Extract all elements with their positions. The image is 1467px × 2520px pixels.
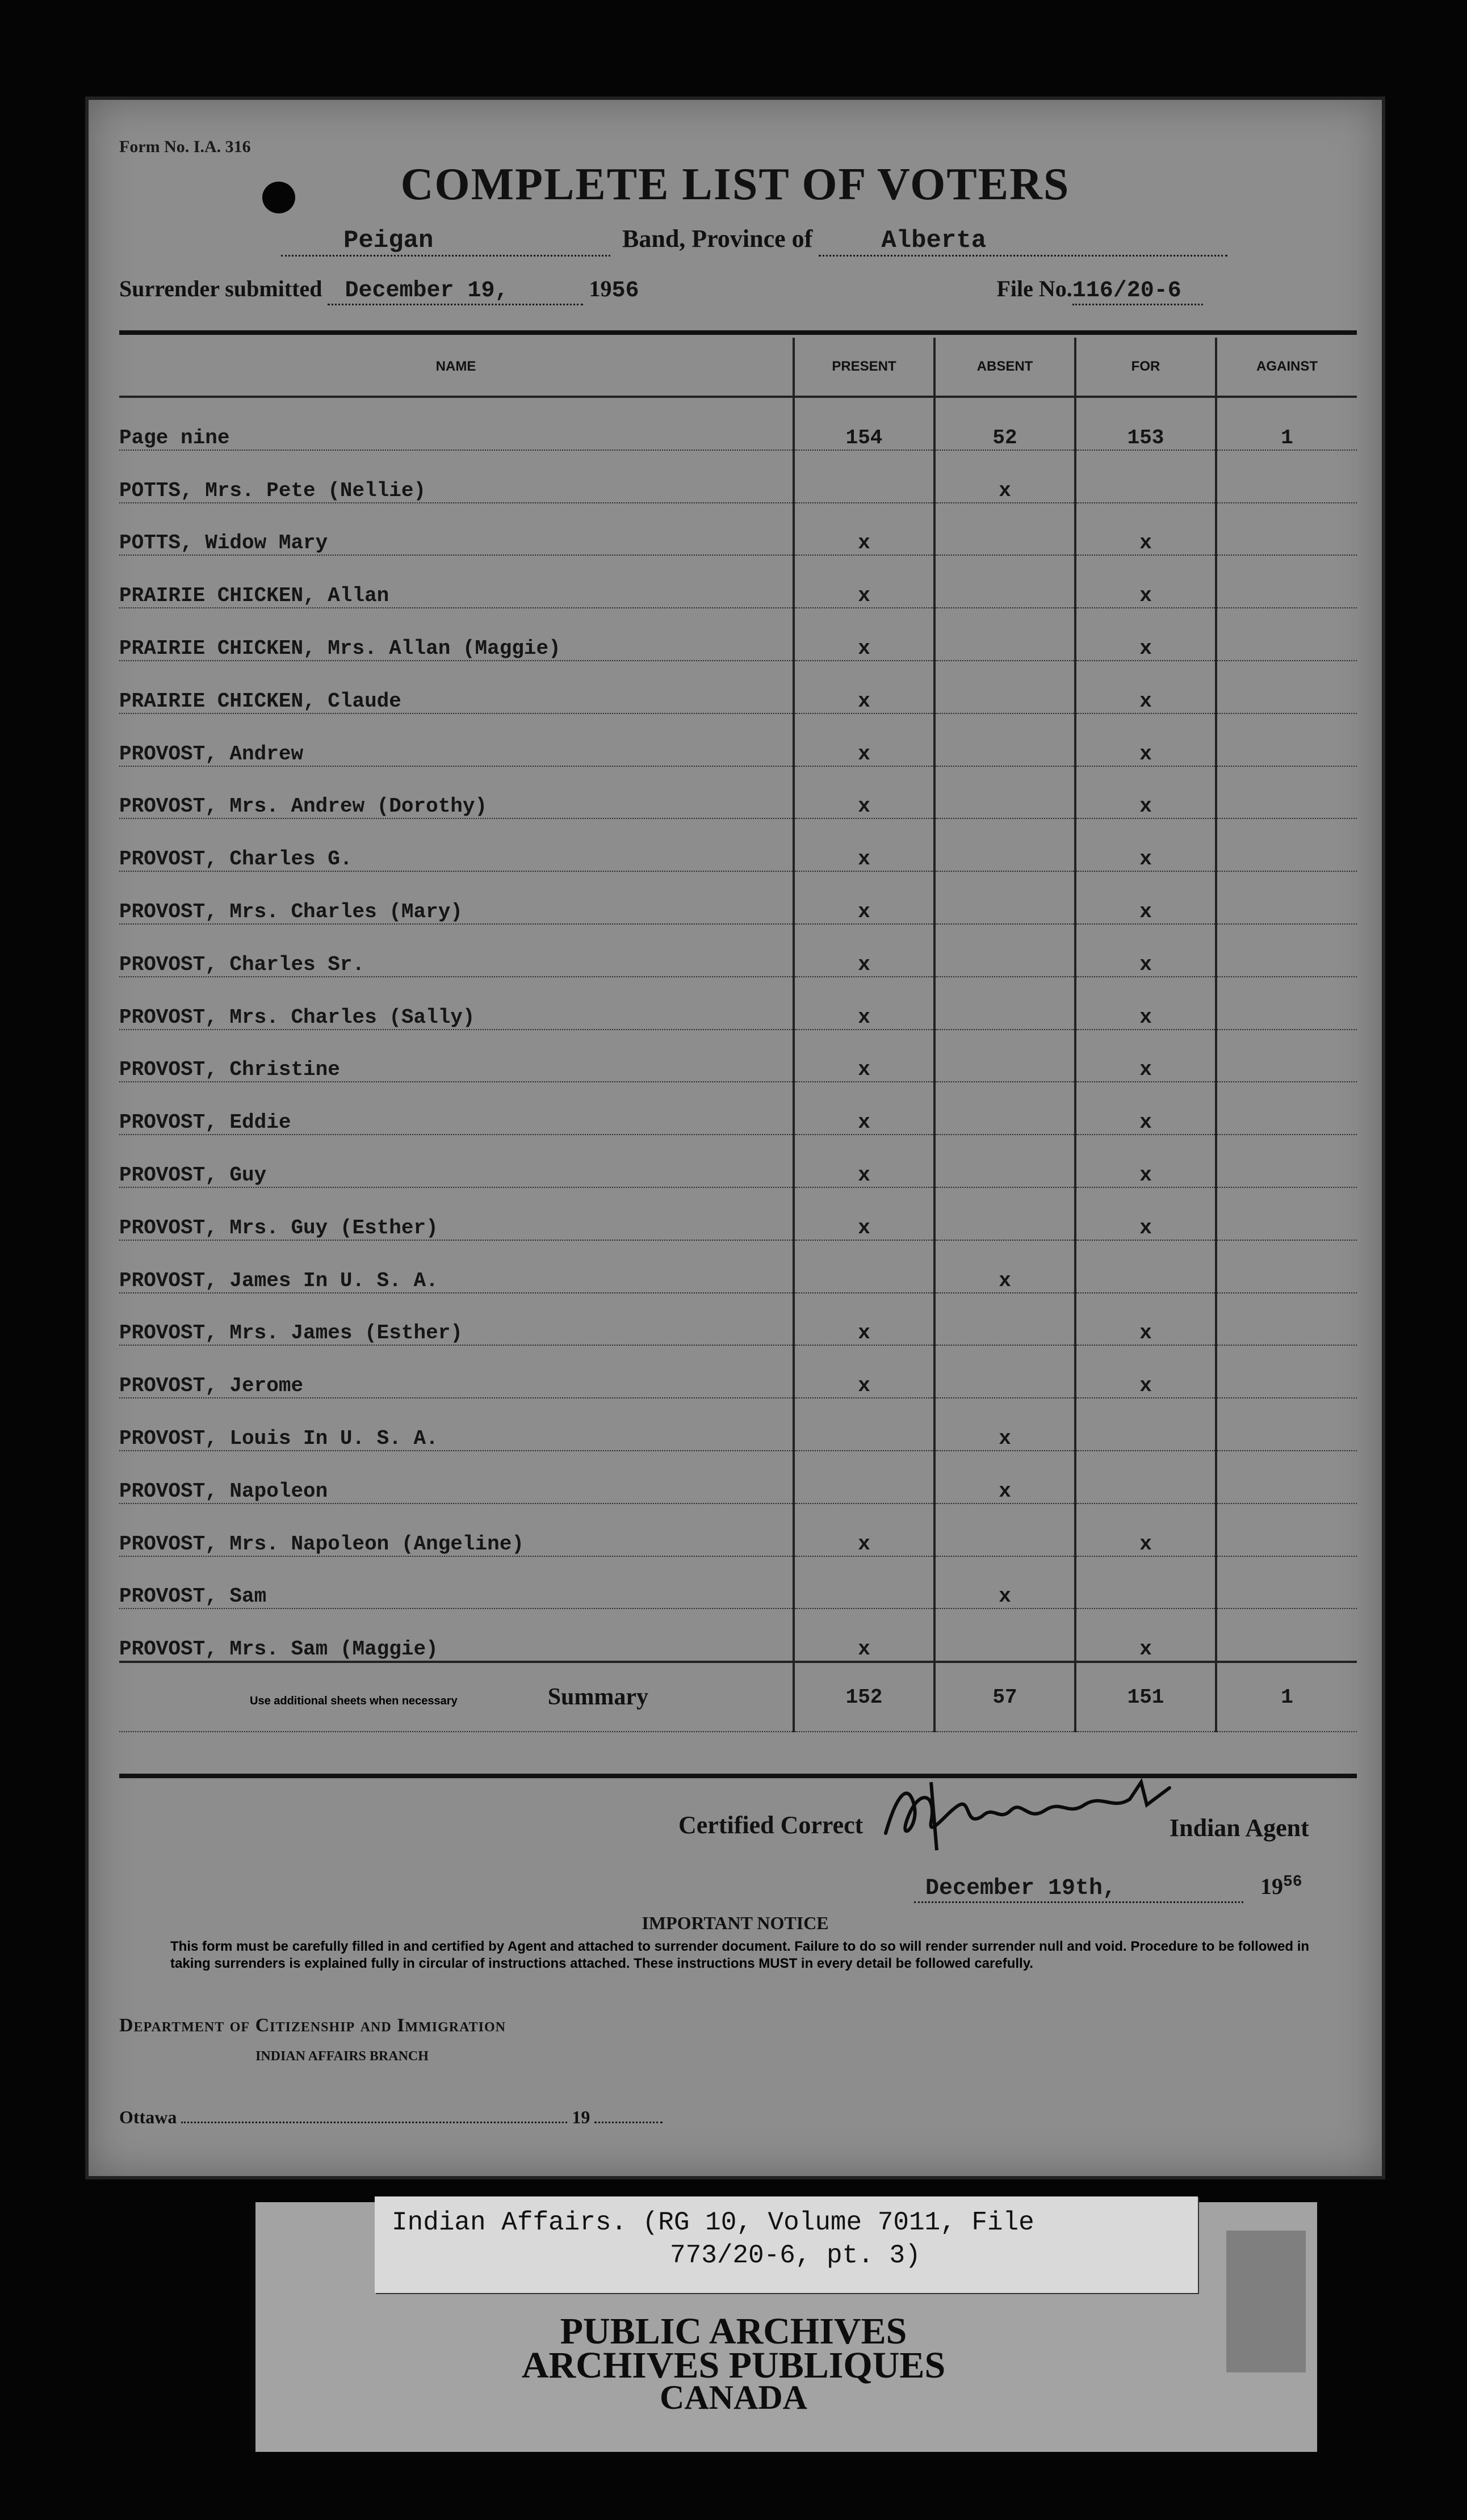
header-for: FOR [1075, 338, 1216, 397]
voter-for-cell: x [1075, 1608, 1216, 1662]
voter-absent-cell [934, 1293, 1075, 1346]
voter-for-cell: x [1075, 1082, 1216, 1135]
voter-for-cell: x [1075, 555, 1216, 608]
voter-absent-cell [934, 1608, 1075, 1662]
archives-stamp-line2: ARCHIVES PUBLIQUES [521, 2345, 946, 2386]
voter-name-cell: PROVOST, Sam [119, 1556, 794, 1609]
ottawa-date-blank [181, 2106, 567, 2123]
voter-against-cell [1216, 1240, 1357, 1293]
voter-for-cell [1075, 1451, 1216, 1503]
table-row [119, 818, 1357, 871]
voter-absent-cell: 52 [934, 397, 1075, 450]
voter-against-cell [1216, 977, 1357, 1030]
voter-absent-cell: x [934, 1398, 1075, 1451]
voter-name-cell: PROVOST, Andrew [119, 713, 794, 766]
voter-against-cell [1216, 924, 1357, 977]
voter-name-cell: PROVOST, Louis In U. S. A. [119, 1398, 794, 1451]
voter-for-cell [1075, 450, 1216, 503]
voter-absent-cell [934, 555, 1075, 608]
cert-year-prefix: 19 [1260, 1874, 1283, 1899]
surrender-year-suffix: 56 [611, 278, 639, 304]
department-name: Department of Citizenship and Immigration [119, 2015, 506, 2036]
voter-for-cell: x [1075, 1293, 1216, 1346]
voter-present-cell: x [794, 977, 934, 1030]
archive-reference-line1: Indian Affairs. (RG 10, Volume 7011, File [392, 2208, 1034, 2237]
voter-for-cell [1075, 1240, 1216, 1293]
voter-for-cell: x [1075, 766, 1216, 819]
table-row [119, 503, 1357, 556]
voter-present-cell: x [794, 1187, 934, 1240]
voter-absent-cell: x [934, 1556, 1075, 1609]
ottawa-year-blank [594, 2106, 663, 2123]
voter-absent-cell [934, 871, 1075, 924]
voter-against-cell [1216, 1293, 1357, 1346]
surrender-date: December 19, [328, 278, 583, 305]
header-absent: ABSENT [934, 338, 1075, 397]
voter-for-cell: x [1075, 818, 1216, 871]
table-row [119, 1030, 1357, 1082]
voters-table [119, 338, 1357, 1732]
voter-name-cell: PROVOST, Christine [119, 1030, 794, 1082]
table-row [119, 1187, 1357, 1240]
voter-present-cell: x [794, 661, 934, 713]
voter-against-cell [1216, 503, 1357, 556]
surrender-line [119, 275, 1203, 305]
summary-against: 1 [1216, 1662, 1357, 1732]
voter-name-cell: PRAIRIE CHICKEN, Mrs. Allan (Maggie) [119, 608, 794, 661]
voter-absent-cell [934, 818, 1075, 871]
voter-against-cell [1216, 1030, 1357, 1082]
voter-for-cell: x [1075, 871, 1216, 924]
voter-name-cell: PROVOST, Jerome [119, 1345, 794, 1398]
voter-for-cell: x [1075, 608, 1216, 661]
voter-name-cell: PROVOST, Mrs. Charles (Sally) [119, 977, 794, 1030]
summary-row [119, 1662, 1357, 1732]
voter-against-cell [1216, 1503, 1357, 1556]
voter-absent-cell [934, 924, 1075, 977]
voter-absent-cell [934, 766, 1075, 819]
summary-label: Summary [547, 1684, 649, 1711]
voter-present-cell [794, 450, 934, 503]
voter-absent-cell [934, 661, 1075, 713]
voter-present-cell: x [794, 1608, 934, 1662]
table-row [119, 1451, 1357, 1503]
table-row [119, 977, 1357, 1030]
form-number: Form No. I.A. 316 [119, 137, 251, 156]
voter-rows [119, 397, 1357, 1662]
voter-against-cell [1216, 1135, 1357, 1187]
voter-absent-cell [934, 1082, 1075, 1135]
voter-for-cell [1075, 1398, 1216, 1451]
voter-against-cell [1216, 871, 1357, 924]
table-row [119, 1082, 1357, 1135]
band-name: Peigan [281, 226, 610, 257]
voter-present-cell [794, 1556, 934, 1609]
voter-name-cell: PROVOST, Mrs. Napoleon (Angeline) [119, 1503, 794, 1556]
form-title: COMPLETE LIST OF VOTERS [400, 159, 1070, 209]
voter-present-cell: x [794, 1345, 934, 1398]
voter-absent-cell [934, 608, 1075, 661]
voter-against-cell [1216, 713, 1357, 766]
voter-present-cell: x [794, 608, 934, 661]
voter-present-cell: x [794, 924, 934, 977]
voter-for-cell: x [1075, 503, 1216, 556]
voter-absent-cell [934, 1503, 1075, 1556]
notice-text: This form must be carefully filled in and certified by Agent and attached to surrender document. Failure to do so will render surrender null and void. Procedure to be followed in taking surrenders is explained fully in circular of instructions attached. These instructions MUST in every detail be followed carefully. [170, 1939, 1310, 1971]
voter-for-cell: x [1075, 977, 1216, 1030]
voter-for-cell: x [1075, 1135, 1216, 1187]
table-row [119, 1398, 1357, 1451]
voter-present-cell: x [794, 818, 934, 871]
surrender-label: Surrender submitted [119, 276, 322, 301]
summary-present: 152 [794, 1662, 934, 1732]
voter-name-cell: PRAIRIE CHICKEN, Allan [119, 555, 794, 608]
voter-against-cell [1216, 1345, 1357, 1398]
voter-present-cell: x [794, 503, 934, 556]
voter-against-cell [1216, 661, 1357, 713]
voter-name-cell: PRAIRIE CHICKEN, Claude [119, 661, 794, 713]
cert-year-suffix: 56 [1283, 1873, 1302, 1891]
table-row [119, 766, 1357, 819]
voter-against-cell [1216, 608, 1357, 661]
voter-against-cell [1216, 1187, 1357, 1240]
voter-against-cell [1216, 1556, 1357, 1609]
header-rule [119, 330, 1357, 335]
table-row [119, 1503, 1357, 1556]
archive-reference-label [375, 2196, 1198, 2293]
voter-name-cell: PROVOST, Mrs. James (Esther) [119, 1293, 794, 1346]
voter-absent-cell: x [934, 1451, 1075, 1503]
summary-absent: 57 [934, 1662, 1075, 1732]
surrender-year-prefix: 19 [589, 276, 612, 301]
voter-for-cell: x [1075, 1503, 1216, 1556]
voter-for-cell: x [1075, 661, 1216, 713]
ottawa-year-prefix: 19 [572, 2107, 590, 2127]
voter-present-cell [794, 1398, 934, 1451]
table-row [119, 1293, 1357, 1346]
archive-reference-line2: 773/20-6, pt. 3) [670, 2241, 921, 2270]
voter-present-cell: x [794, 871, 934, 924]
archives-stamp-line3: CANADA [660, 2379, 807, 2416]
table-row [119, 608, 1357, 661]
voter-name-cell: PROVOST, Charles Sr. [119, 924, 794, 977]
table-row [119, 397, 1357, 450]
voter-present-cell [794, 1451, 934, 1503]
voter-for-cell: x [1075, 924, 1216, 977]
certified-correct-label: Certified Correct [678, 1811, 864, 1839]
voter-against-cell [1216, 766, 1357, 819]
voter-absent-cell [934, 1030, 1075, 1082]
table-row [119, 871, 1357, 924]
ottawa-label: Ottawa [119, 2107, 177, 2127]
notice-heading: IMPORTANT NOTICE [642, 1913, 829, 1933]
voter-against-cell [1216, 1398, 1357, 1451]
voter-for-cell: x [1075, 713, 1216, 766]
voter-against-cell [1216, 450, 1357, 503]
voter-name-cell: POTTS, Widow Mary [119, 503, 794, 556]
voter-absent-cell [934, 713, 1075, 766]
voter-name-cell: PROVOST, Mrs. Charles (Mary) [119, 871, 794, 924]
voter-against-cell [1216, 1082, 1357, 1135]
voter-name-cell: PROVOST, Eddie [119, 1082, 794, 1135]
table-row [119, 1608, 1357, 1662]
voter-present-cell: 154 [794, 397, 934, 450]
voter-for-cell: x [1075, 1187, 1216, 1240]
voter-against-cell [1216, 555, 1357, 608]
voter-present-cell: x [794, 1030, 934, 1082]
summary-for: 151 [1075, 1662, 1216, 1732]
archives-stamp-line1: PUBLIC ARCHIVES [560, 2311, 907, 2352]
table-row [119, 1135, 1357, 1187]
voter-for-cell [1075, 1556, 1216, 1609]
voter-present-cell [794, 1240, 934, 1293]
voter-absent-cell [934, 1187, 1075, 1240]
province-name: Alberta [819, 226, 1227, 257]
voter-present-cell: x [794, 1082, 934, 1135]
voter-against-cell [1216, 1608, 1357, 1662]
voters-list-form [85, 96, 1385, 2179]
voter-name-cell: PROVOST, Mrs. Guy (Esther) [119, 1187, 794, 1240]
voter-absent-cell [934, 1345, 1075, 1398]
agent-signature [874, 1771, 1181, 1856]
table-row [119, 1556, 1357, 1609]
voter-absent-cell [934, 1135, 1075, 1187]
table-header-row [119, 338, 1357, 397]
band-label: Band, Province of [622, 225, 813, 253]
file-number: 116/20-6 [1072, 278, 1203, 305]
voter-against-cell [1216, 818, 1357, 871]
voter-present-cell: x [794, 1293, 934, 1346]
certification-date-line [914, 1873, 1302, 1903]
voter-present-cell: x [794, 1503, 934, 1556]
certification-date: December 19th, [914, 1876, 1243, 1903]
header-against: AGAINST [1216, 338, 1357, 397]
voter-present-cell: x [794, 713, 934, 766]
table-row [119, 555, 1357, 608]
table-row [119, 450, 1357, 503]
voter-present-cell: x [794, 555, 934, 608]
voter-against-cell: 1 [1216, 397, 1357, 450]
voter-name-cell: PROVOST, Mrs. Sam (Maggie) [119, 1608, 794, 1662]
table-row [119, 924, 1357, 977]
voter-absent-cell: x [934, 450, 1075, 503]
table-row [119, 661, 1357, 713]
voter-name-cell: Page nine [119, 397, 794, 450]
header-name: NAME [119, 338, 794, 397]
voter-for-cell: x [1075, 1030, 1216, 1082]
voter-name-cell: PROVOST, Guy [119, 1135, 794, 1187]
table-row [119, 1240, 1357, 1293]
voter-name-cell: PROVOST, Mrs. Andrew (Dorothy) [119, 766, 794, 819]
voter-against-cell [1216, 1451, 1357, 1503]
summary-label-cell [119, 1662, 794, 1732]
voter-absent-cell: x [934, 1240, 1075, 1293]
table-row [119, 1345, 1357, 1398]
voter-name-cell: PROVOST, Charles G. [119, 818, 794, 871]
voter-name-cell: PROVOST, Napoleon [119, 1451, 794, 1503]
band-line [281, 224, 1227, 257]
voter-present-cell: x [794, 1135, 934, 1187]
voter-name-cell: POTTS, Mrs. Pete (Nellie) [119, 450, 794, 503]
additional-sheets-note: Use additional sheets when necessary [250, 1695, 458, 1708]
voter-present-cell: x [794, 766, 934, 819]
voter-absent-cell [934, 977, 1075, 1030]
voter-name-cell: PROVOST, James In U. S. A. [119, 1240, 794, 1293]
voter-for-cell: x [1075, 1345, 1216, 1398]
ottawa-line [119, 2106, 663, 2128]
voter-for-cell: 153 [1075, 397, 1216, 450]
header-present: PRESENT [794, 338, 934, 397]
branch-name: INDIAN AFFAIRS BRANCH [255, 2049, 429, 2064]
indian-agent-label: Indian Agent [1170, 1814, 1309, 1842]
table-row [119, 713, 1357, 766]
voter-absent-cell [934, 503, 1075, 556]
file-label: File No. [996, 276, 1072, 301]
